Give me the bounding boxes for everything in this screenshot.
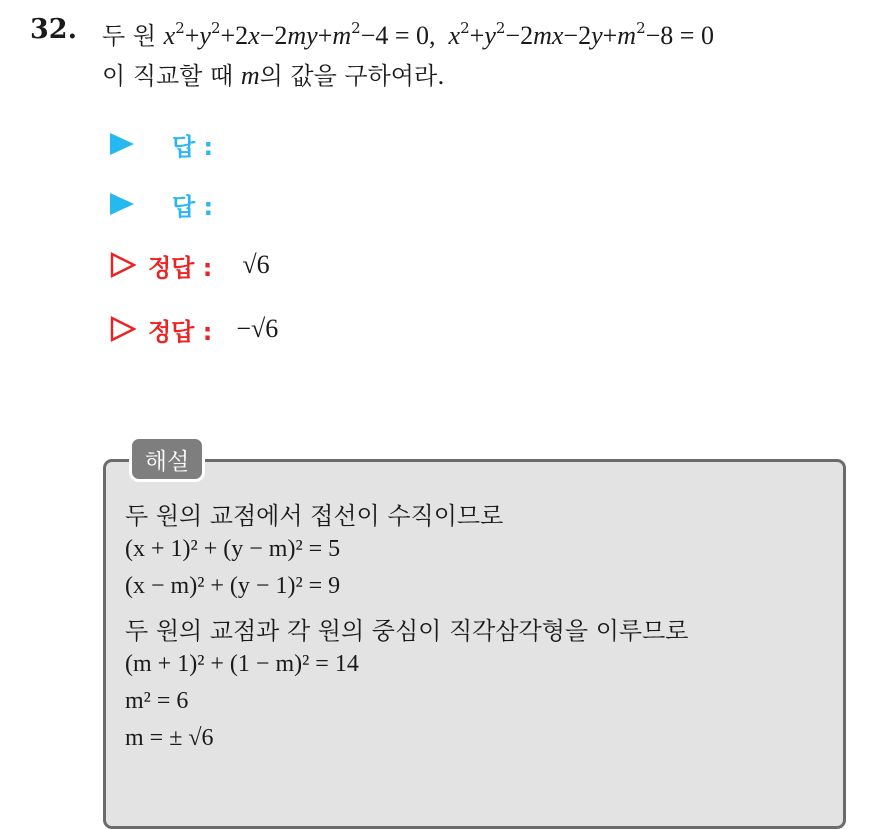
solution-tag: 해설 bbox=[129, 436, 205, 482]
outline-triangle-icon bbox=[110, 252, 136, 278]
correct-answer-label: 정답 : bbox=[148, 253, 213, 282]
correct-answer-label: 정답 : bbox=[148, 317, 213, 346]
solution-line-5: (m + 1)² + (1 − m)² = 14 bbox=[125, 651, 359, 677]
solution-line-7: m = ± √6 bbox=[125, 725, 214, 751]
problem-line1-prefix: 두 원 bbox=[102, 22, 156, 50]
solution-line-6: m² = 6 bbox=[125, 688, 189, 714]
problem-line-1: 두 원 $x^2+y^2+2x-2my+m^2-4 = 0$, $x^2+y^2-2mx-2y+m^2-8 = 0$ bbox=[102, 19, 714, 50]
answer-label: 답 : bbox=[172, 192, 214, 221]
solution-line-4: 두 원의 교점과 각 원의 중심이 직각삼각형을 이루므로 bbox=[125, 617, 689, 645]
solution-line-1: 두 원의 교점에서 접선이 수직이므로 bbox=[125, 502, 504, 530]
problem-line-2: 이 직교할 때 m의 값을 구하여라. bbox=[102, 61, 445, 90]
solution-line-3: (x − m)² + (y − 1)² = 9 bbox=[125, 573, 341, 599]
answer-row-3 bbox=[110, 247, 270, 283]
play-triangle-icon bbox=[110, 133, 134, 155]
answer-label: 답 : bbox=[172, 132, 214, 161]
answer-row-2 bbox=[110, 186, 237, 222]
correct-answer-value: −√6 bbox=[236, 314, 279, 343]
answer-row-4 bbox=[110, 311, 278, 347]
play-triangle-icon bbox=[110, 193, 134, 215]
solution-line-2: (x + 1)² + (y − m)² = 5 bbox=[125, 536, 341, 562]
problem-number: 32. bbox=[30, 14, 77, 45]
outline-triangle-icon bbox=[110, 316, 136, 342]
correct-answer-value: √6 bbox=[242, 250, 270, 279]
answer-row-1 bbox=[110, 126, 237, 162]
